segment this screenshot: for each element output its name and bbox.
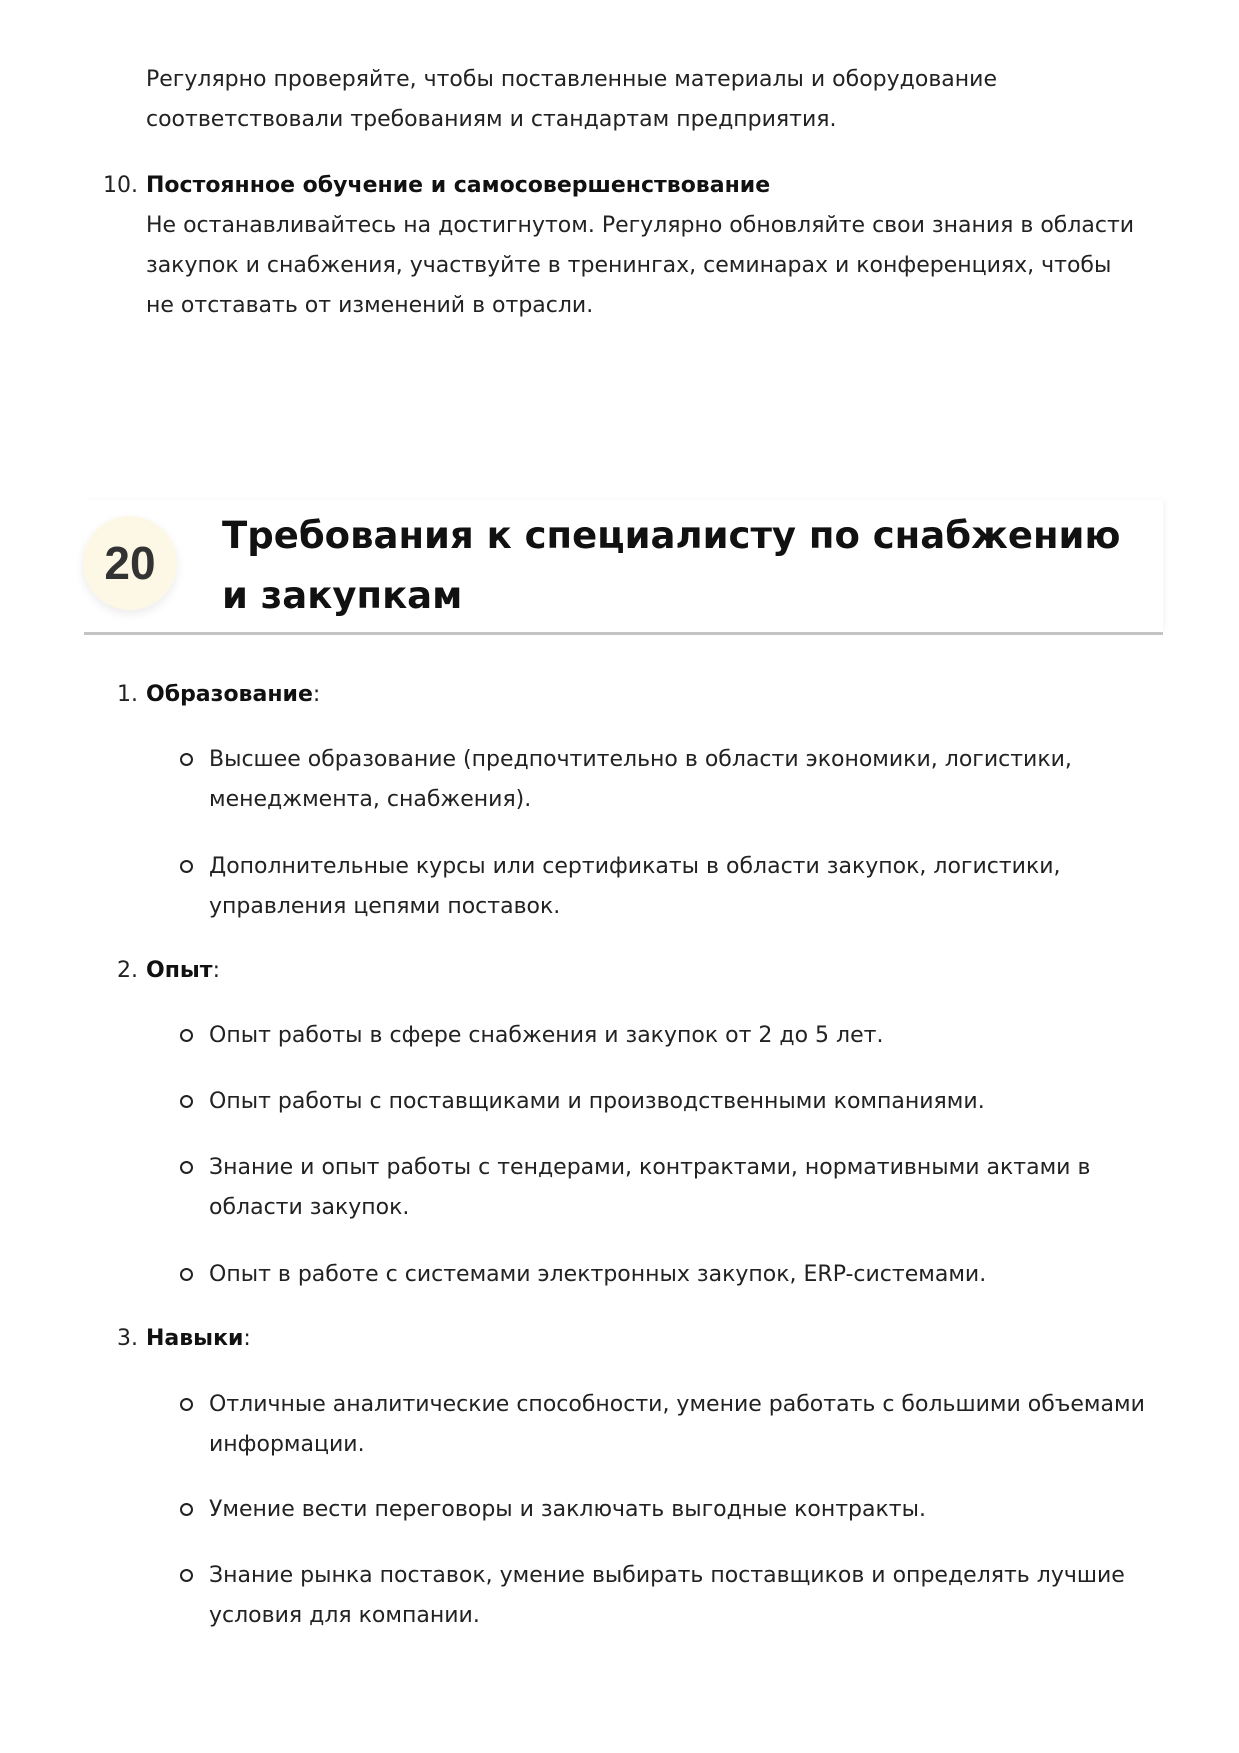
item-title: Постоянное обучение и самосовершенствование	[146, 173, 771, 198]
list-item-title	[146, 166, 770, 206]
list-number: 3.	[117, 1326, 138, 1351]
bullet-icon	[180, 753, 193, 766]
bullet-icon	[180, 1398, 193, 1411]
item-title: Опыт	[146, 958, 213, 983]
list-item-text: Не останавливайтесь на достигнутом. Регулярно обновляйте свои знания в области закупок и снабжения, участвуйте в тренингах, семинарах и конференциях, чтобы не отставать от изменений в отрасли.	[146, 213, 1135, 318]
list-item: Высшее образование (предпочтительно в области экономики, логистики, менеджмента, снабжения).	[209, 747, 1072, 812]
list-item-heading	[146, 951, 220, 991]
item-title: Образование	[146, 682, 313, 707]
list-item-heading	[146, 675, 320, 715]
paragraph-continuation: Регулярно проверяйте, чтобы поставленные материалы и оборудование соответствовали требованиям и стандартам предприятия.	[146, 67, 997, 132]
section-title: Требования к специалисту по снабжению и закупкам	[222, 514, 1121, 617]
list-item: Опыт работы с поставщиками и производственными компаниями.	[209, 1089, 985, 1114]
list-item: Знание и опыт работы с тендерами, контрактами, нормативными актами в области закупок.	[209, 1155, 1091, 1220]
colon: :	[312, 682, 321, 707]
colon: :	[212, 958, 220, 983]
bullet-icon	[180, 860, 193, 873]
bullet-icon	[180, 1161, 193, 1174]
bullet-icon	[180, 1503, 193, 1516]
list-item: Опыт работы в сфере снабжения и закупок от 2 до 5 лет.	[209, 1023, 884, 1048]
list-item: Дополнительные курсы или сертификаты в области закупок, логистики, управления цепями поставок.	[209, 854, 1061, 919]
list-number: 1.	[117, 682, 138, 707]
bullet-icon	[180, 1095, 193, 1108]
list-number: 2.	[117, 958, 138, 983]
bullet-icon	[180, 1029, 193, 1042]
item-title: Навыки	[146, 1326, 244, 1351]
section-number-badge: 20	[83, 516, 177, 610]
list-item: Опыт в работе с системами электронных закупок, ERP-системами.	[209, 1262, 987, 1287]
list-item: Умение вести переговоры и заключать выгодные контракты.	[209, 1497, 926, 1522]
list-item: Отличные аналитические способности, умение работать с большими объемами информации.	[209, 1392, 1145, 1457]
bullet-icon	[180, 1268, 193, 1281]
colon: :	[243, 1326, 251, 1351]
section-divider	[84, 632, 1163, 635]
bullet-icon	[180, 1569, 193, 1582]
list-item: Знание рынка поставок, умение выбирать поставщиков и определять лучшие условия для компании.	[209, 1563, 1125, 1628]
list-number: 10.	[103, 173, 138, 198]
list-item-heading	[146, 1319, 251, 1359]
